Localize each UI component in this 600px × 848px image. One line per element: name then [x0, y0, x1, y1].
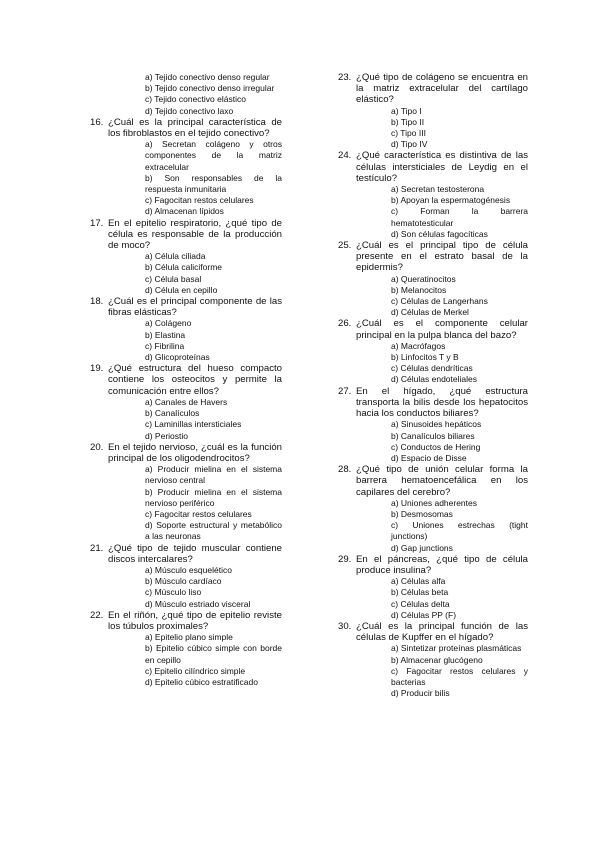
question-number: 23.	[338, 72, 352, 83]
question-number: 24.	[338, 150, 352, 162]
question-text: En el hígado, ¿qué estructura transporta la bilis desde los hepatocitos hacia los conductos biliares?	[356, 385, 528, 420]
question-number: 29.	[338, 553, 352, 565]
option: a) Secretan testosterona	[391, 184, 485, 195]
option: a) Queratinocitos	[391, 273, 456, 284]
question-text: ¿Cuál es la principal función de las células de Kupffer en el hígado?	[356, 620, 528, 644]
options-list	[338, 643, 528, 699]
question-text: ¿Qué tipo de colágeno se encuentra en la matriz extracelular del cartílago elástico?	[356, 72, 528, 106]
options-list	[338, 274, 528, 319]
question-item	[90, 218, 282, 296]
option: b) Desmosomas	[391, 508, 453, 519]
option: c) Célula basal	[145, 273, 202, 284]
option: d) Células PP (F)	[391, 609, 457, 620]
option: c) Tipo III	[391, 128, 426, 139]
option: d) Periostio	[145, 430, 188, 441]
option: d) Epitelio cúbico estratificado	[145, 676, 258, 687]
option: d) Células endoteliales	[391, 374, 477, 385]
options-list	[338, 106, 528, 151]
question-text: ¿Qué característica es distintiva de las células intersticiales de Leydig en el testículo?	[356, 150, 528, 184]
option: c) Laminillas intersticiales	[145, 419, 242, 430]
continued-options	[90, 72, 282, 117]
question-number: 16.	[90, 116, 104, 128]
option: b) Tipo II	[391, 116, 425, 127]
options-list	[338, 498, 528, 554]
option: a) Epitelio plano simple	[145, 632, 233, 643]
option: b) Producir mielina en el sistema nervioso periférico	[145, 486, 282, 508]
question-item	[90, 117, 282, 218]
question-number: 28.	[338, 464, 352, 476]
option: d) Tejido conectivo laxo	[145, 105, 234, 116]
option: d) Gap junctions	[391, 542, 453, 553]
options-list	[90, 565, 282, 610]
option: a) Célula ciliada	[145, 251, 206, 262]
option: b) Son responsables de la respuesta inmunitaria	[145, 172, 282, 195]
option: c) Uniones estrechas (tight junctions)	[391, 520, 528, 542]
option: a) Macrófagos	[391, 340, 446, 351]
question-list	[338, 72, 528, 699]
option: c) Epitelio cilíndrico simple	[145, 665, 246, 676]
question-text: ¿Qué estructura del hueso compacto contiene los osteocitos y permite la comunicación entre ellos?	[108, 363, 282, 397]
option: d) Espacio de Disse	[391, 452, 467, 463]
option: a) Tejido conectivo denso regular	[145, 72, 270, 82]
question-number: 21.	[90, 542, 104, 554]
question-text: ¿Cuál es el principal componente de las fibras elásticas?	[108, 296, 282, 319]
option: c) Células de Langerhans	[391, 296, 488, 307]
option: d) Almacenan lípidos	[145, 206, 224, 217]
options-list	[338, 576, 528, 621]
option: a) Canales de Havers	[145, 396, 228, 407]
option: b) Tejido conectivo denso irregular	[145, 83, 275, 94]
question-item	[338, 150, 528, 240]
option: b) Canalículos	[145, 408, 200, 419]
option: a) Sinusoides hepáticos	[391, 419, 482, 430]
option: b) Elastina	[145, 329, 186, 340]
option: a) Uniones adherentes	[391, 497, 478, 508]
option: b) Linfocitos T y B	[391, 352, 459, 363]
option: d) Soporte estructural y metabólico a las neuronas	[145, 520, 282, 542]
question-text: En el páncreas, ¿qué tipo de célula produce insulina?	[356, 553, 528, 576]
question-item	[338, 240, 528, 318]
option: b) Almacenar glucógeno	[391, 654, 483, 665]
option: d) Músculo estriado visceral	[145, 598, 251, 609]
question-item	[338, 72, 528, 150]
option: a) Colágeno	[145, 318, 192, 329]
option: d) Célula en cepillo	[145, 284, 218, 295]
question-text: En el epitelio respiratorio, ¿qué tipo de célula es responsable de la producción de moco?	[108, 217, 282, 252]
question-number: 27.	[338, 385, 352, 397]
option: c) Fagocitar restos celulares	[145, 508, 252, 519]
question-text: En el riñón, ¿qué tipo de epitelio reviste los túbulos proximales?	[108, 609, 282, 632]
question-text: ¿Cuál es la principal característica de los fibroblastos en el tejido conectivo?	[108, 116, 282, 140]
question-item	[338, 318, 528, 385]
options-list	[90, 318, 282, 363]
option: b) Epitelio cúbico simple con borde en cepillo	[145, 643, 282, 665]
option: c) Forman la barrera hematotesticular	[391, 206, 528, 228]
options-list	[90, 632, 282, 688]
options-list	[90, 397, 282, 442]
question-item	[90, 543, 282, 610]
right-column	[338, 72, 528, 699]
option: c) Conductos de Hering	[391, 441, 481, 452]
question-number: 30.	[338, 620, 352, 632]
question-number: 20.	[90, 441, 104, 453]
question-number: 17.	[90, 217, 104, 229]
option: b) Célula caliciforme	[145, 262, 222, 273]
question-text: ¿Qué tipo de unión celular forma la barrera hematoencefálica en los capilares del cerebro?	[356, 464, 528, 498]
option: c) Fibrilina	[145, 340, 185, 351]
question-text: ¿Qué tipo de tejido muscular contiene discos intercalares?	[108, 542, 282, 565]
question-item	[338, 464, 528, 554]
option: c) Células dendríticas	[391, 363, 473, 374]
option: b) Apoyan la espermatogénesis	[391, 195, 511, 206]
question-item	[338, 621, 528, 699]
question-text: ¿Cuál es el componente celular principal en la pulpa blanca del bazo?	[356, 318, 528, 341]
options-list	[338, 341, 528, 386]
question-item	[90, 442, 282, 543]
question-number: 25.	[338, 240, 352, 252]
options-list	[338, 419, 528, 464]
option: d) Tipo IV	[391, 139, 428, 150]
option: a) Secretan colágeno y otros componentes de la matriz extracelular	[145, 139, 282, 172]
option: b) Músculo cardíaco	[145, 576, 222, 587]
option: a) Sintetizar proteínas plasmáticas	[391, 643, 522, 654]
question-item	[338, 554, 528, 621]
question-item	[90, 610, 282, 688]
option: d) Células de Merkel	[391, 307, 469, 318]
question-text: En el tejido nervioso, ¿cuál es la función principal de los oligodendrocitos?	[108, 441, 282, 464]
question-number: 22.	[90, 609, 104, 621]
option: b) Canalículos biliares	[391, 430, 475, 441]
question-item	[338, 386, 528, 464]
option: d) Glicoproteínas	[145, 352, 210, 363]
option: a) Producir mielina en el sistema nervioso central	[145, 464, 282, 486]
option: b) Melanocitos	[391, 284, 447, 295]
option: c) Fagocitar restos celulares y bacterias	[391, 665, 528, 687]
options-list	[90, 139, 282, 217]
option: a) Células alfa	[391, 576, 446, 587]
option: a) Tipo I	[391, 105, 422, 116]
question-text: ¿Cuál es el principal tipo de célula presente en el estrato basal de la epidermis?	[356, 240, 528, 274]
option: c) Músculo liso	[145, 587, 202, 598]
option: d) Son células fagocíticas	[391, 228, 488, 239]
option: c) Células delta	[391, 598, 450, 609]
question-number: 18.	[90, 296, 104, 308]
option: d) Producir bilis	[391, 688, 450, 699]
question-item	[90, 363, 282, 441]
option: c) Fagocitan restos celulares	[145, 195, 254, 206]
question-list	[90, 117, 282, 688]
options-list	[90, 251, 282, 296]
options-list	[338, 184, 528, 240]
question-item	[90, 296, 282, 363]
question-number: 26.	[338, 318, 352, 330]
option: b) Células beta	[391, 587, 449, 598]
question-number: 19.	[90, 363, 104, 375]
options-list	[90, 464, 282, 542]
option: c) Tejido conectivo elástico	[145, 94, 246, 105]
option: a) Músculo esquelético	[145, 564, 232, 575]
left-column	[90, 72, 282, 688]
